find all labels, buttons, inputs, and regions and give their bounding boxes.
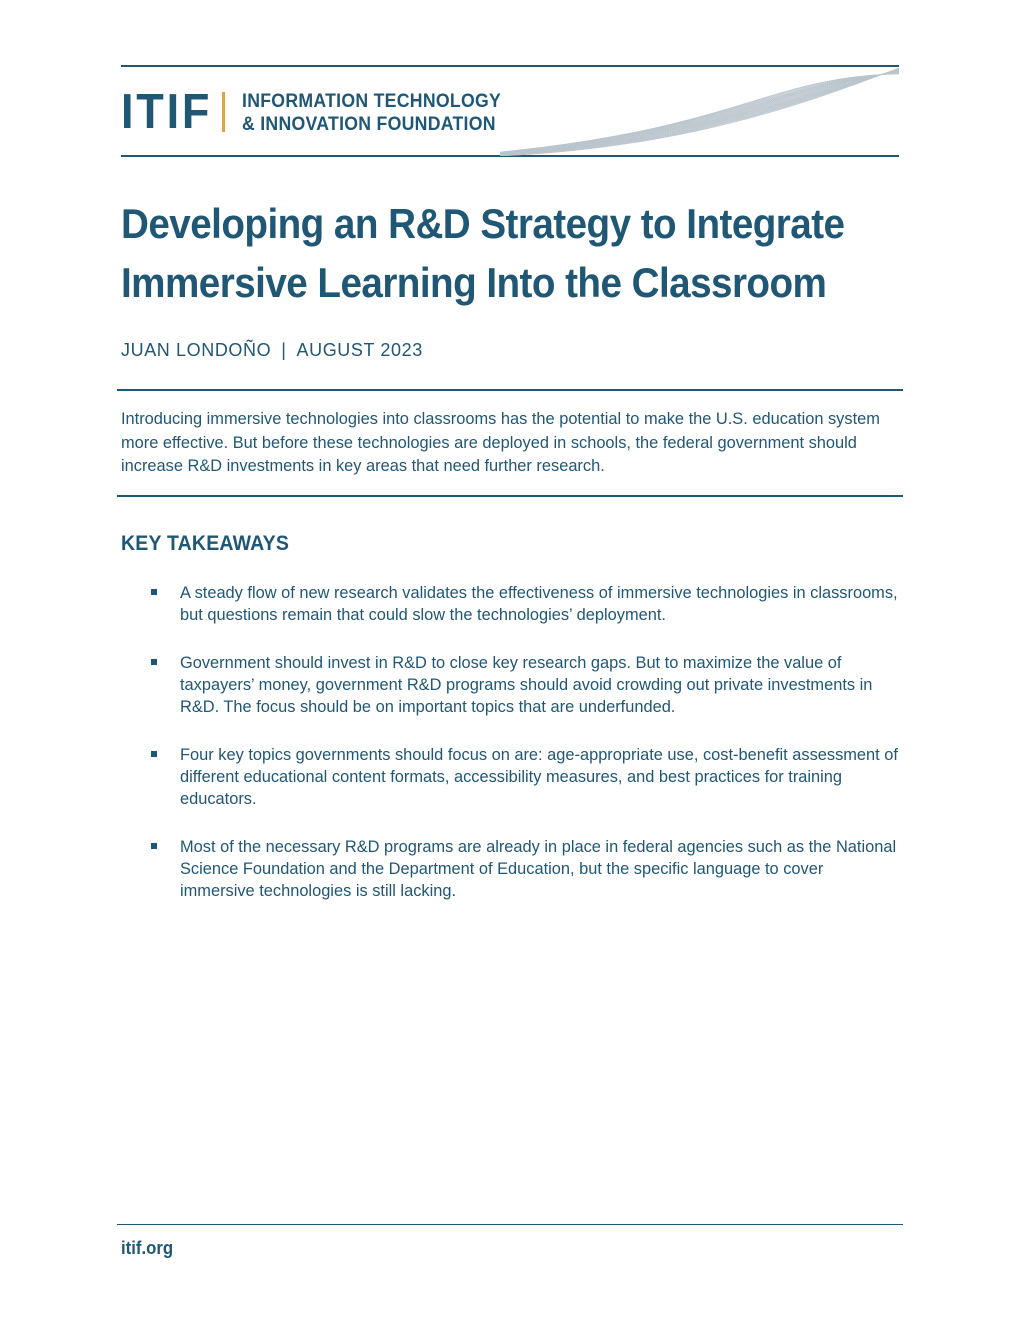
logo-divider <box>222 92 225 132</box>
list-item <box>0 836 900 902</box>
key-takeaways-heading: KEY TAKEAWAYS <box>121 532 290 555</box>
square-bullet-icon <box>151 589 157 595</box>
key-takeaways-list <box>0 582 1020 928</box>
report-title-line-1: Developing an R&D Strategy to Integrate <box>121 200 845 247</box>
square-bullet-icon <box>151 843 157 849</box>
footer-rule <box>117 1224 903 1225</box>
square-bullet-icon <box>151 659 157 665</box>
report-title <box>121 194 848 312</box>
takeaway-text: Most of the necessary R&D programs are already in place in federal agencies such as the National Science Foundation and the Department of Education, but the specific language to cover immersive technologies is still lacking. <box>180 838 897 900</box>
publication-date: AUGUST 2023 <box>296 340 423 360</box>
byline-separator: | <box>281 340 287 360</box>
organization-name-line-1: INFORMATION TECHNOLOGY <box>242 91 502 112</box>
report-title-line-2: Immersive Learning Into the Classroom <box>121 259 827 306</box>
takeaway-text: Government should invest in R&D to close key research gaps. But to maximize the value of taxpayers’ money, government R&D programs should avoid crowding out private investments in R&D. The focus should be on important topics that are underfunded. <box>180 654 873 716</box>
abstract-bottom-rule <box>117 495 903 497</box>
footer-website-link[interactable]: itif.org <box>121 1238 174 1258</box>
abstract-top-rule <box>117 389 903 391</box>
takeaway-text: A steady flow of new research validates the effectiveness of immersive technologies in classrooms, but questions remain that could slow the technologies’ deployment. <box>180 584 898 624</box>
byline <box>121 339 423 361</box>
square-bullet-icon <box>151 751 157 757</box>
itif-logo[interactable] <box>121 85 502 139</box>
takeaway-text: Four key topics governments should focus on are: age-appropriate use, cost-benefit assessment of different educational content formats, accessibility measures, and best practices for training educators. <box>180 746 898 808</box>
list-item <box>0 652 900 718</box>
header-wave-graphic <box>500 66 899 156</box>
organization-name-line-2: & INNOVATION FOUNDATION <box>242 114 496 135</box>
list-item <box>0 582 900 626</box>
wave-line <box>500 71 899 153</box>
list-item <box>0 744 900 810</box>
abstract-paragraph: Introducing immersive technologies into classrooms has the potential to make the U.S. education system more effective. But before these technologies are deployed in schools, the federal government should increase R&D investments in key areas that need further research. <box>121 410 880 475</box>
organization-name <box>242 90 501 136</box>
author-name: JUAN LONDOÑO <box>121 340 272 360</box>
logo-mark: ITIF <box>121 85 213 139</box>
